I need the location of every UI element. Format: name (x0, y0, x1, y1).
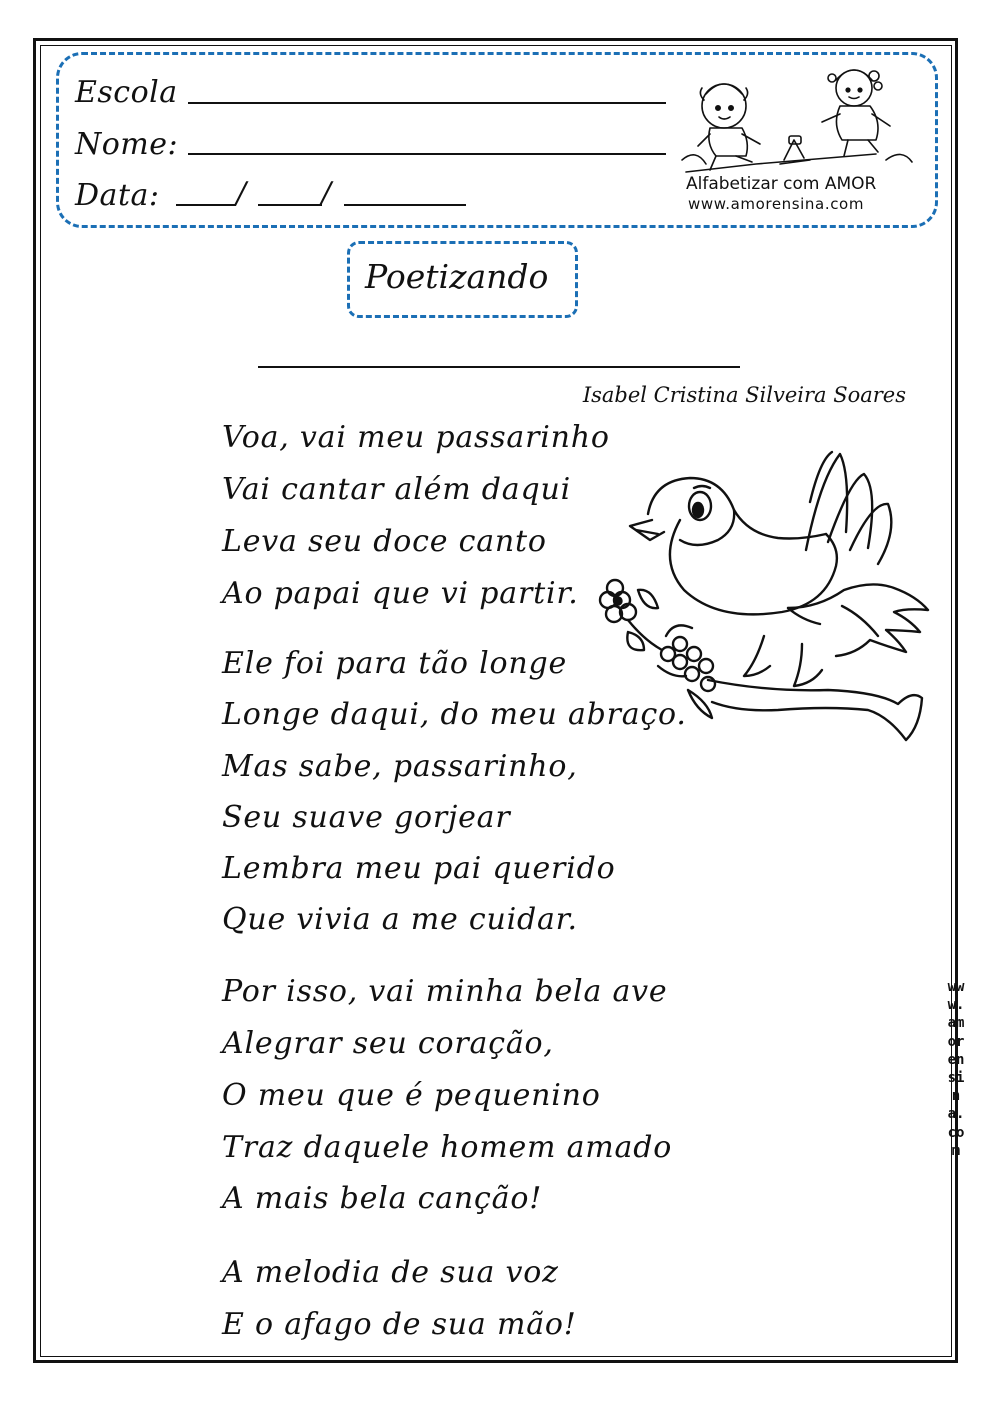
name-label: Nome: (75, 127, 179, 162)
poem-line: Ao papai que vi partir. (222, 576, 579, 611)
poem-line: Alegrar seu coração, (222, 1026, 554, 1061)
date-separator-2: / (321, 176, 332, 211)
poem-line: Vai cantar além daqui (222, 472, 571, 507)
school-field (75, 75, 178, 110)
date-label: Data: (75, 178, 160, 213)
poem-line: A melodia de sua voz (222, 1255, 559, 1290)
poem-line: Seu suave gorjear (222, 800, 511, 835)
date-day-line[interactable] (176, 204, 236, 206)
logo-url[interactable]: www.amorensina.com (688, 195, 865, 213)
poem-line: Leva seu doce canto (222, 524, 547, 559)
poem-line: Mas sabe, passarinho, (222, 749, 578, 784)
date-month-line[interactable] (258, 204, 322, 206)
poem-title-line[interactable] (258, 366, 740, 368)
poem-line: Ele foi para tão longe (222, 646, 568, 681)
poem-line: Por isso, vai minha bela ave (222, 974, 668, 1009)
name-input-line[interactable] (188, 153, 666, 155)
poem-line: Traz daquele homem amado (222, 1130, 673, 1165)
date-field (75, 178, 160, 213)
logo-title: Alfabetizar com AMOR (686, 174, 877, 194)
poem-line: Longe daqui, do meu abraço. (222, 697, 687, 732)
poem-line: Que vivia a me cuidar. (222, 902, 578, 937)
page-title: Poetizando (365, 257, 549, 296)
school-label: Escola (75, 75, 178, 110)
poem-line: E o afago de sua mão! (222, 1307, 577, 1342)
school-input-line[interactable] (188, 102, 666, 104)
bird-on-branch-icon (588, 440, 940, 750)
poem-author: Isabel Cristina Silveira Soares (582, 383, 906, 407)
poem-line: Voa, vai meu passarinho (222, 420, 610, 455)
date-separator-1: / (236, 176, 247, 211)
side-url[interactable]: www.amorensina.com (947, 979, 965, 1159)
poem-line: A mais bela canção! (222, 1181, 543, 1216)
name-field (75, 127, 178, 162)
poem-line: O meu que é pequenino (222, 1078, 601, 1113)
poem-line: Lembra meu pai querido (222, 851, 616, 886)
date-year-line[interactable] (344, 204, 466, 206)
